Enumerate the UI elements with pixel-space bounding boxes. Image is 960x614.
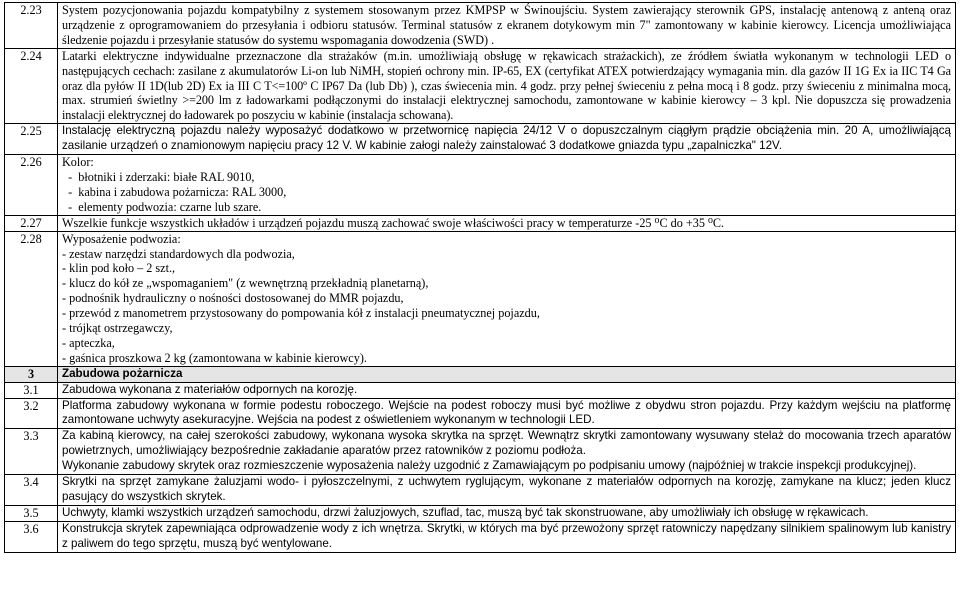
equipment-item: - podnośnik hydrauliczny o nośności dostosowanej do MMR pojazdu, [62,291,404,306]
row-text: Wszelkie funkcje wszystkich układów i urządzeń pojazdu muszą zachować swoje właściwości pracy w temperaturze -25 ⁰C do +35 ⁰C. [58,215,956,231]
row-number: 2.25 [5,124,58,155]
paragraph: Wykonanie zabudowy skrytek oraz rozmieszczenie wyposażenia należy uzgodnić z Zamawiającym po podpisaniu umowy (najpóźniej w trakcie inspekcji produkcyjnej). [62,459,917,473]
row-text: Platforma zabudowy wykonana w formie podestu roboczego. Wejście na podest roboczy musi być możliwe z obydwu stron pojazdu. Przy każdym wejściu na platformę zamontowane uchwyty asekuracyjne. Wejścia na podest z oświetleniem wykonanym w technologii LED. [58,398,956,429]
color-item: - elementy podwozia: czarne lub szare. [62,199,262,214]
equipment-item: - gaśnica proszkowa 2 kg (zamontowana w kabinie kierowcy). [62,350,367,365]
table-row [5,124,956,155]
row-text [58,231,956,366]
row-text: Skrytki na sprzęt zamykane żaluzjami wodo- i pyłoszczelnymi, z uchwytem ryglującym, wykonane z materiałów odpornych na korozję, zamykane na klucz; jeden klucz pasujący do wszystkich skrytek. [58,475,956,506]
row-number: 3.4 [5,475,58,506]
table-row [5,155,956,216]
row-text: Zabudowa wykonana z materiałów odpornych na korozję. [58,382,956,398]
equipment-item: - klucz do kół ze „wspomaganiem" (z wewnętrzną przekładnią planetarną), [62,276,429,291]
equipment-item: - klin pod koło – 2 szt., [62,261,176,276]
equipment-item: - trójkąt ostrzegawczy, [62,321,173,336]
table-row [5,48,956,124]
equipment-item: - przewód z manometrem przystosowany do pompowania kół z instalacji pneumatycznej pojazdu, [62,306,540,321]
table-row [5,382,956,398]
row-text: Latarki elektryczne indywidualne przeznaczone dla strażaków (m.in. umożliwiają obsługę w rękawicach strażackich), ze źródłem światła wykonanym w technologii LED o następujących cechach: zasilane z akumulatorów Li-on lub NiMH, stopień ochrony min. IP-65, EX (certyfikat ATEX potwierdzający wymagania min. dla gazów II 1G Ex ia IIC T4 Ga oraz dla pyłów II 1D(lub 2D) Ex ia III C T<=100º C IP67 Da (lub Db) ), czas świecenia min. 4 godz. przy pełnej świeceniu z pełna mocą i 8 godz. przy świeceniu z minimalna mocą, max. strumień świetlny >=200 lm z ładowarkami podłączonymi do instalacji elektrycznej samochodu, zamontowane w kabinie kierowcy – 3 kpl. Nie dopuszcza się prowadzenia instalacji elektrycznej do ładowarek po poszyciu w kabinie (instalacja schowana). [58,48,956,124]
section-title: Zabudowa pożarnicza [58,366,956,382]
equipment-item: - apteczka, [62,335,115,350]
table-row [5,475,956,506]
row-number: 3.6 [5,521,58,552]
row-number: 2.24 [5,48,58,124]
equipment-heading: Wyposażenie podwozia: [62,231,181,246]
table-row [5,429,956,475]
color-item: - błotniki i zderzaki: białe RAL 9010, [62,169,255,184]
row-number: 2.28 [5,231,58,366]
table-row [5,521,956,552]
row-number: 2.23 [5,3,58,49]
row-number: 3.1 [5,382,58,398]
row-text: Uchwyty, klamki wszystkich urządzeń samochodu, drzwi żaluzjowych, szuflad, tac, muszą być tak skonstruowane, aby umożliwiały ich obsługę w rękawicach. [58,505,956,521]
color-heading: Kolor: [62,155,94,170]
row-text: Konstrukcja skrytek zapewniająca odprowadzenie wody z ich wnętrza. Skrytki, w których ma być przewożony sprzęt ratowniczy napędzany silnikiem spalinowym lub kanistry z paliwem do tego sprzętu, muszą być wentylowane. [58,521,956,552]
row-number: 3.3 [5,429,58,475]
row-text: Instalację elektryczną pojazdu należy wyposażyć dodatkowo w przetwornicę napięcia 24/12 V o dopuszczalnym ciągłym prądzie obciążenia min. 20 A, umożliwiającą zasilanie urządzeń o znamionowym napięciu pracy 12 V. W kabinie załogi należy zainstalować 3 dodatkowe gniazda typu „zapalniczka" 12V. [58,124,956,155]
table-row [5,398,956,429]
table-row [5,215,956,231]
row-text [58,155,956,216]
equipment-item: - zestaw narzędzi standardowych dla podwozia, [62,246,295,261]
specification-table [4,2,956,553]
table-row [5,505,956,521]
row-text: System pozycjonowania pojazdu kompatybilny z systemem stosowanym przez KMPSP w Świnoujściu. System zawierający sterownik GPS, instalację antenową z anteną oraz urządzenie z oprogramowaniem do przesyłania i odbioru statusów. Terminal statusów z ekranem dotykowym min 7" zamontowany w kabinie kierowcy. Licencja umożliwiająca śledzenie pojazdu i przesyłanie statusów do systemu wspomagania dowodzenia (SWD) . [58,3,956,49]
section-header-row [5,366,956,382]
row-number: 2.26 [5,155,58,216]
table-row [5,231,956,366]
row-number: 3.5 [5,505,58,521]
color-item: - kabina i zabudowa pożarnicza: RAL 3000, [62,184,287,199]
paragraph: Za kabiną kierowcy, na całej szerokości zabudowy, wykonana wysoka skrytka na sprzęt. Wewnątrz skrytki zamontowany wysuwany stelaż do mocowania trzech aparatów powietrznych, umożliwiający bezpośrednie zakładanie aparatów przez ratowników z poziomu podłoża. [62,429,951,458]
row-text [58,429,956,475]
row-number: 2.27 [5,215,58,231]
row-number: 3.2 [5,398,58,429]
table-row [5,3,956,49]
section-number: 3 [5,366,58,382]
